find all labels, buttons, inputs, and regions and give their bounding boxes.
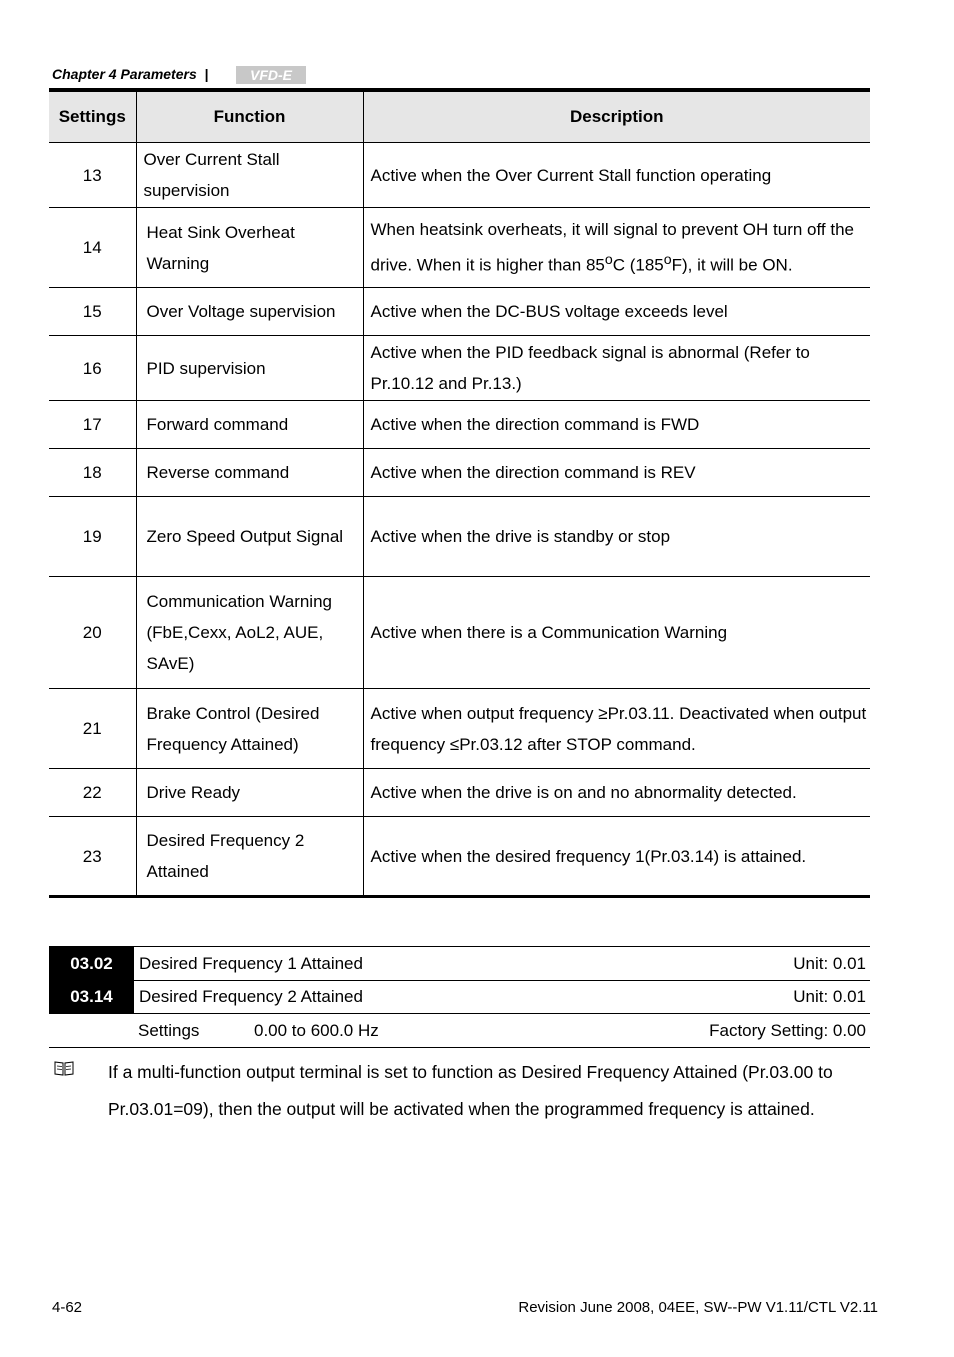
description-cell: Active when output frequency ≥Pr.03.11. Deactivated when output frequency ≤Pr.03.12 after STOP command. xyxy=(363,689,870,769)
setting-cell: 14 xyxy=(49,208,136,288)
function-cell: Drive Ready xyxy=(136,769,363,817)
description-cell: Active when the direction command is FWD xyxy=(363,401,870,449)
settings-table xyxy=(49,88,870,898)
page-number: 4-62 xyxy=(52,1299,83,1316)
table-row xyxy=(49,769,870,817)
factory-setting: Factory Setting: 0.00 xyxy=(709,1020,866,1040)
header-separator: | xyxy=(204,66,209,82)
setting-cell: 21 xyxy=(49,689,136,769)
setting-cell: 16 xyxy=(49,336,136,401)
table-row xyxy=(49,288,870,336)
function-cell: Desired Frequency 2 Attained xyxy=(136,817,363,897)
chapter-header xyxy=(52,66,209,82)
vfd-e-logo xyxy=(236,66,306,84)
table-row xyxy=(49,143,870,208)
revision-info: Revision June 2008, 04EE, SW--PW V1.11/CTL V2.11 xyxy=(518,1299,878,1316)
description-cell: Active when the direction command is REV xyxy=(363,449,870,497)
setting-cell: 13 xyxy=(49,143,136,208)
description-cell: Active when the drive is on and no abnormality detected. xyxy=(363,769,870,817)
setting-cell: 19 xyxy=(49,497,136,577)
table-row xyxy=(49,817,870,897)
function-cell: Reverse command xyxy=(136,449,363,497)
function-cell: Forward command xyxy=(136,401,363,449)
param-unit: Unit: 0.01 xyxy=(793,953,866,973)
param-unit: Unit: 0.01 xyxy=(793,986,866,1006)
settings-range: 0.00 to 600.0 Hz xyxy=(254,1020,379,1040)
chapter-title: Chapter 4 Parameters xyxy=(52,66,197,82)
table-row xyxy=(49,208,870,288)
description-cell: Active when the DC-BUS voltage exceeds level xyxy=(363,288,870,336)
description-cell: Active when the desired frequency 1(Pr.03.14) is attained. xyxy=(363,817,870,897)
table-row xyxy=(49,449,870,497)
param-row-03-02 xyxy=(49,946,870,981)
description-cell: Active when the drive is standby or stop xyxy=(363,497,870,577)
setting-cell: 18 xyxy=(49,449,136,497)
setting-cell: 20 xyxy=(49,577,136,689)
header-settings: Settings xyxy=(49,90,136,143)
param-row-03-14 xyxy=(49,980,870,1014)
settings-label: Settings xyxy=(138,1020,200,1040)
svg-text:VFD-E: VFD-E xyxy=(250,67,292,83)
settings-row xyxy=(49,1014,870,1048)
note-text: If a multi-function output terminal is set to function as Desired Frequency Attained (Pr.03.00 to Pr.03.01=09), then the output will be activated when the programmed frequency is attained. xyxy=(108,1062,833,1119)
setting-cell: 15 xyxy=(49,288,136,336)
setting-cell: 22 xyxy=(49,769,136,817)
description-cell: Active when the PID feedback signal is abnormal (Refer to Pr.10.12 and Pr.13.) xyxy=(363,336,870,401)
function-cell: Heat Sink Overheat Warning xyxy=(136,208,363,288)
param-name: Desired Frequency 2 Attained xyxy=(139,986,363,1006)
function-cell: Brake Control (Desired Frequency Attained) xyxy=(136,689,363,769)
table-row xyxy=(49,689,870,769)
function-cell: Over Voltage supervision xyxy=(136,288,363,336)
function-cell: Zero Speed Output Signal xyxy=(136,497,363,577)
description-cell: Active when there is a Communication Warning xyxy=(363,577,870,689)
header-function: Function xyxy=(136,90,363,143)
setting-cell: 23 xyxy=(49,817,136,897)
param-number: 03.14 xyxy=(49,980,134,1013)
description-cell: When heatsink overheats, it will signal to prevent OH turn off the drive. When it is higher than 85$^o$C (185$^o$F), it will be ON. xyxy=(363,208,870,288)
book-note-icon xyxy=(54,1060,74,1076)
header-description: Description xyxy=(363,90,870,143)
table-row xyxy=(49,497,870,577)
function-cell: PID supervision xyxy=(136,336,363,401)
param-name: Desired Frequency 1 Attained xyxy=(139,953,363,973)
table-row xyxy=(49,577,870,689)
table-header-row xyxy=(49,90,870,143)
description-cell: Active when the Over Current Stall function operating xyxy=(363,143,870,208)
function-cell: Communication Warning (FbE,Cexx, AoL2, AUE, SAvE) xyxy=(136,577,363,689)
param-number: 03.02 xyxy=(49,947,134,980)
function-cell: Over Current Stall supervision xyxy=(136,143,363,208)
table-row xyxy=(49,336,870,401)
setting-cell: 17 xyxy=(49,401,136,449)
table-row xyxy=(49,401,870,449)
